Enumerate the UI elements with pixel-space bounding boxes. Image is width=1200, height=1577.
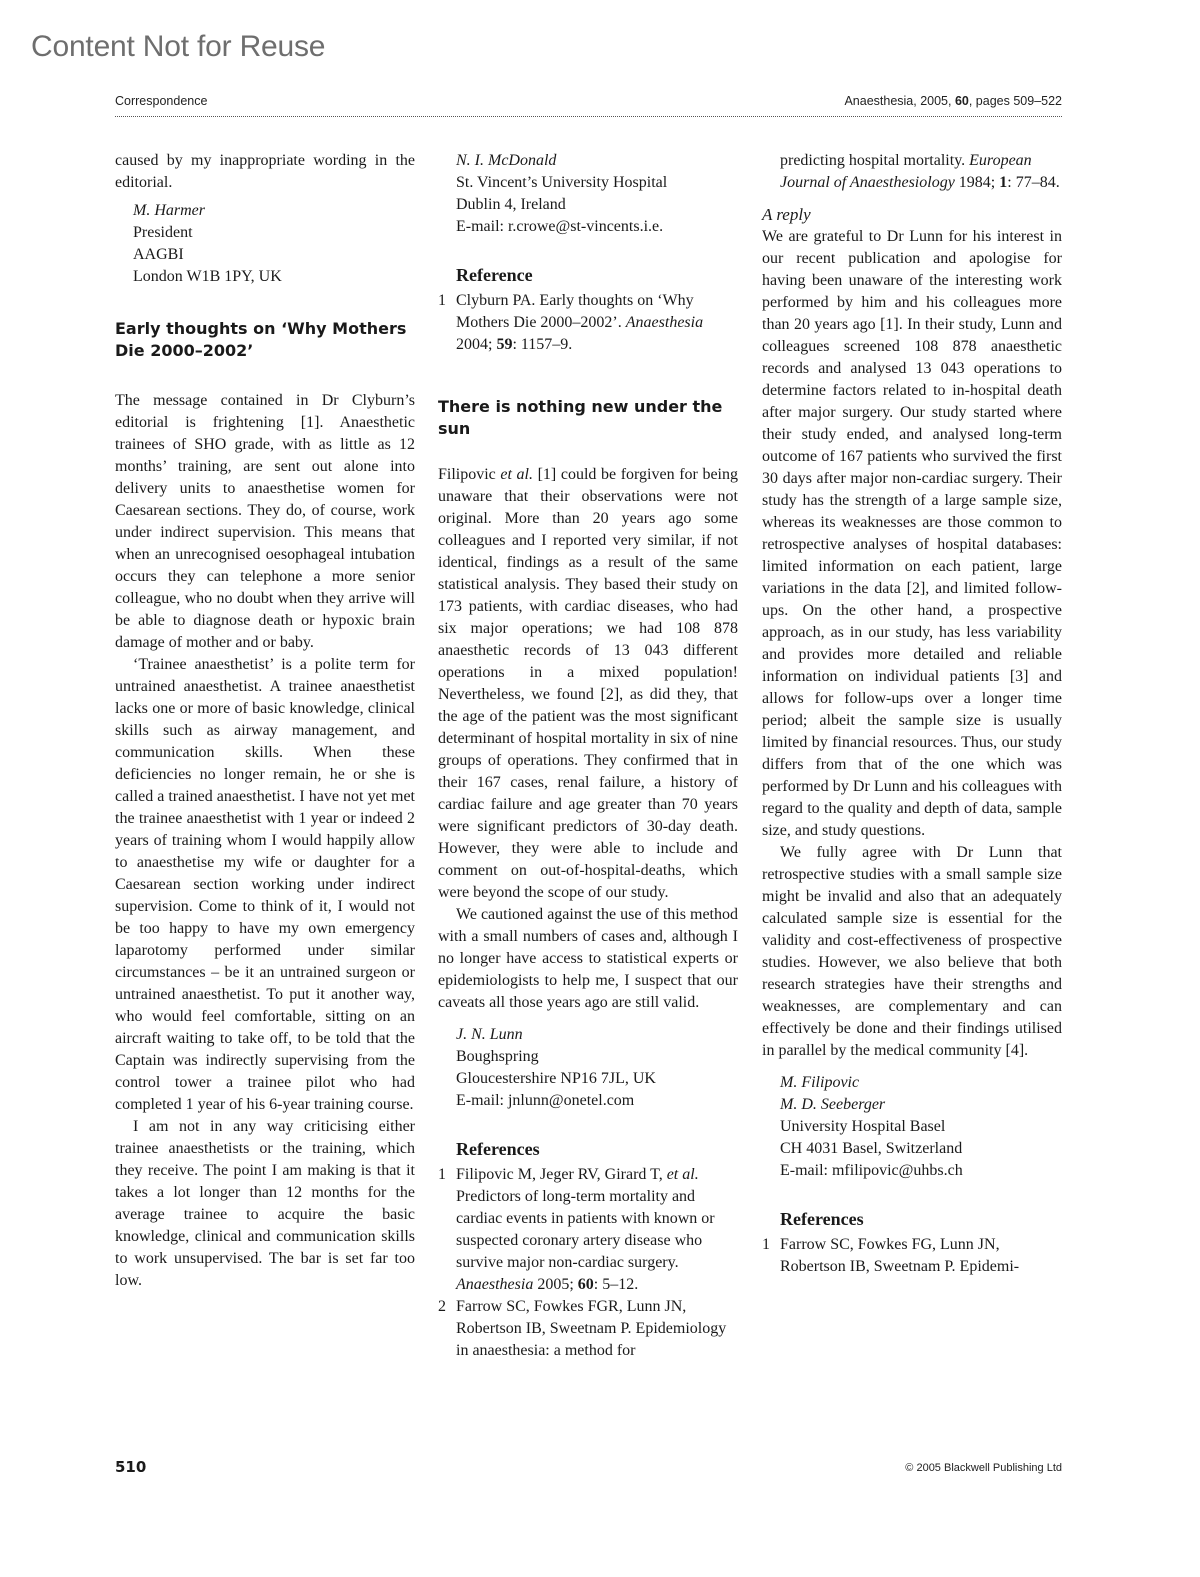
affiliation-line: CH 4031 Basel, Switzerland — [780, 1140, 963, 1157]
author-name: N. I. McDonald — [456, 152, 557, 169]
author-name: M. Filipovic — [780, 1074, 860, 1091]
column-2 — [438, 150, 738, 1362]
affiliation-line: President — [133, 224, 193, 241]
reference-item — [438, 290, 738, 356]
affiliation-line: Dublin 4, Ireland — [456, 196, 566, 213]
watermark: Content Not for Reuse — [31, 30, 326, 63]
signature-mcdonald — [456, 150, 738, 238]
author-name: M. Harmer — [133, 202, 205, 219]
affiliation-line: Gloucestershire NP16 7JL, UK — [456, 1070, 656, 1087]
body-paragraph: Filipovic et al. [1] could be forgiven for being unaware that their observations were not original. More than 20 years ago some colleagues and I reported very similar, if not identical, findings as a result of the same statistical analysis. They based their study on 173 patients, with cardiac diseases, who had six major operations; we had 108 878 anaesthetic records of 13 043 different operations in a mixed population! Nevertheless, we found [2], as did they, that the age of the patient was the most significant determinant of hospital mortality in six of nine groups of operations. They confirmed that in their 167 cases, renal failure, a history of cardiac failure and age greater than 70 years were significant predictors of 30-day death. However, they were able to include and comment on out-of-hospital-deaths, which were beyond the scope of our study. — [438, 466, 739, 901]
reference-number: 1 — [762, 1236, 770, 1253]
reference-continuation: predicting hospital mortality. European Journal of Anaesthesiology 1984; 1: 77–84. — [780, 152, 1060, 191]
header-rule — [115, 116, 1062, 117]
author-name: M. D. Seeberger — [780, 1096, 886, 1113]
body-paragraph: We fully agree with Dr Lunn that retrospective studies with a small sample size might be invalid and also that an adequately calculated sample size is essential for the validity and cost-effectiveness of prospective studies. However, we also believe that both research strategies have their strengths and weaknesses, are complementary and can effectively be done and their findings utilised in parallel by the medical community [4]. — [762, 844, 1062, 1059]
reference-text: Filipovic M, Jeger RV, Girard T, et al. Predictors of long-term mortality and cardiac events in patients with known or suspected coronary artery disease who survive major non-cardiac surgery. Anaesthesia 2005; 60: 5–12. — [456, 1166, 715, 1293]
email-line: E-mail: mfilipovic@uhbs.ch — [780, 1162, 963, 1179]
body-paragraph: I am not in any way criticising either trainee anaesthetists or the training, which they receive. The point I am making is that it takes a lot longer than 12 months for the average trainee to acquire the basic knowledge, clinical and communication skills to work unsupervised. The bar is set far too low. — [115, 1118, 415, 1289]
reply-heading: A reply — [762, 205, 811, 224]
reference-item — [438, 1164, 738, 1296]
signature-lunn — [456, 1024, 738, 1112]
page-number: 510 — [115, 1458, 147, 1476]
author-name: J. N. Lunn — [456, 1026, 523, 1043]
reference-item — [762, 1234, 1062, 1278]
volume: 60 — [954, 94, 969, 108]
journal-prefix: Anaesthesia, 2005, — [844, 94, 955, 108]
body-paragraph: ‘Trainee anaesthetist’ is a polite term for untrained anaesthetist. A trainee anaesthetist lacks one or more of basic knowledge, clinical skills such as airway management, and communication skills. When these deficiencies no longer remain, he or she is called a trained anaesthetist. I have not yet met the trainee anaesthetist with 1 year or indeed 2 years of training whom I would happily allow to anaesthetise my wife or daughter for a Caesarean section working under indirect supervision. Come to think of it, I would not be too happy to have my own emergency laparotomy performed under similar circumstances – be it an untrained surgeon or untrained anaesthetist. To put it another way, who would feel comfortable, sitting on an aircraft waiting to take off, to be told that the Captain was indirectly supervising from the control tower a trainee pilot who had completed 1 year of his 6-year training course. — [115, 656, 415, 1113]
reference-text: Farrow SC, Fowkes FG, Lunn JN, Robertson IB, Sweetnam P. Epidemi- — [780, 1236, 1020, 1275]
reference-text: Clyburn PA. Early thoughts on ‘Why Mothers Die 2000–2002’. Anaesthesia 2004; 59: 1157–9. — [456, 292, 704, 353]
body-paragraph: We are grateful to Dr Lunn for his interest in our recent publication and apologise for having been unaware of the interesting work performed by him and his colleagues more than 20 years ago [1]. In their study, Lunn and colleagues screened 108 878 anaesthetic records and analysed 13 043 operations to determine factors related to in-hospital death after major surgery. Our study started where their study ended, and analysed long-term outcome of 167 patients who survived the first 30 days after major non-cardiac surgery. Their study has the strength of a large sample size, whereas its weaknesses are those common to retrospective analyses of hospital databases: limited information on each patient, large variations in the data [2], and limited follow-ups. On the other hand, a prospective approach, as in our study, has less variability and provides more detailed and reliable information on individual patients [3] and allows for follow-ups over a longer time period; albeit the sample size is usually limited by financial resources. Thus, our study differs from that of the one which was performed by Dr Lunn and his colleagues with regard to the quality and depth of data, sample size, and study questions. — [762, 228, 1062, 839]
references-heading: References — [456, 1139, 540, 1159]
column-1 — [115, 150, 415, 1292]
affiliation-line: London W1B 1PY, UK — [133, 268, 282, 285]
body-paragraph: The message contained in Dr Clyburn’s editorial is frightening [1]. Anaesthetic trainees of SHO grade, with as little as 12 months’ training, are sent out alone into delivery units to anaesthetise women for Caesarean sections. They do, of course, work under indirect supervision. This means that when an unrecognised oesophageal intubation occurs they can telephone a more senior colleague, who no doubt when they arrive will be able to diagnose death or hypoxic brain damage of mother and or baby. — [115, 392, 415, 651]
affiliation-line: AAGBI — [133, 246, 184, 263]
reference-number: 1 — [438, 1166, 446, 1183]
affiliation-line: St. Vincent’s University Hospital — [456, 174, 668, 191]
reference-text: Farrow SC, Fowkes FGR, Lunn JN, Robertson IB, Sweetnam P. Epidemiology in anaesthesia: a method for — [456, 1298, 727, 1359]
signature-filipovic — [780, 1072, 1062, 1182]
affiliation-line: Boughspring — [456, 1048, 539, 1065]
continued-text: caused by my inappropriate wording in the editorial. — [115, 152, 415, 191]
reference-number: 1 — [438, 292, 446, 309]
running-header-section: Correspondence — [115, 94, 208, 108]
signature-harmer — [133, 200, 415, 288]
references-heading: References — [780, 1209, 864, 1229]
column-3 — [762, 150, 1062, 1278]
email-line: E-mail: jnlunn@onetel.com — [456, 1092, 635, 1109]
article-title: There is nothing new under the sun — [438, 397, 723, 438]
running-header-citation — [844, 94, 1062, 108]
affiliation-line: University Hospital Basel — [780, 1118, 946, 1135]
email-line: E-mail: r.crowe@st-vincents.i.e. — [456, 218, 664, 235]
reference-number: 2 — [438, 1298, 446, 1315]
copyright-notice: © 2005 Blackwell Publishing Ltd — [905, 1462, 1062, 1474]
body-paragraph: We cautioned against the use of this method with a small numbers of cases and, although I no longer have access to statistical experts or epidemiologists to help me, I suspect that our caveats all those years ago are still valid. — [438, 906, 738, 1011]
page-range: , pages 509–522 — [968, 94, 1062, 108]
reference-item — [438, 1296, 738, 1362]
article-title: Early thoughts on ‘Why Mothers Die 2000–2002’ — [115, 319, 407, 360]
reference-heading: Reference — [456, 265, 533, 285]
